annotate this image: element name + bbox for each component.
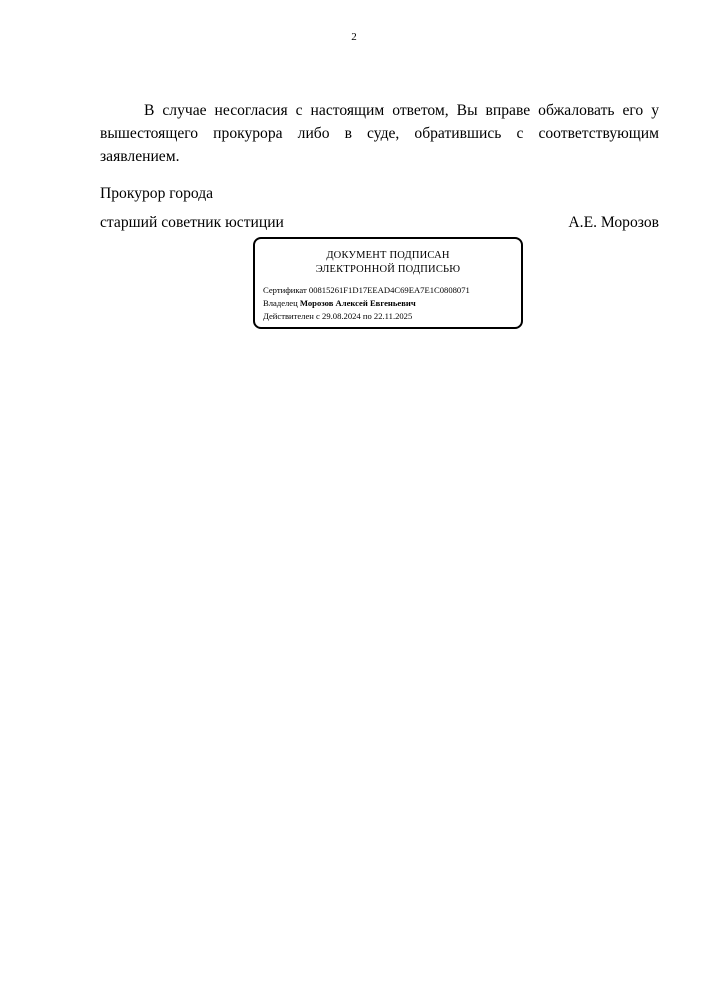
owner-label: Владелец [263,298,298,308]
body-paragraph: В случае несогласия с настоящим ответом, Вы вправе обжаловать его у вышестоящего прокурора либо в суде, обратившись с соответствующим заявлением. [100,102,659,165]
certificate-value: 00815261F1D17EEAD4C69EA7E1C0808071 [308,285,470,295]
valid-from-prefix: с [316,311,320,321]
valid-label: Действителен [263,311,314,321]
signer-position: Прокурор города [100,185,214,202]
page-number: 2 [351,31,357,43]
valid-from-date: 29.08.2024 [322,311,361,321]
stamp-owner-row [263,297,416,309]
signer-name: А.Е. Морозов [568,214,659,231]
stamp-certificate-row [263,284,470,296]
owner-value: Морозов Алексей Евгеньевич [299,298,416,308]
stamp-title-line2: ЭЛЕКТРОННОЙ ПОДПИСЬЮ [315,264,461,275]
valid-to-date: 22.11.2025 [373,311,413,321]
electronic-signature-stamp [253,237,523,329]
stamp-title-line1: ДОКУМЕНТ ПОДПИСАН [326,250,450,261]
valid-to-prefix: по [362,311,372,321]
signer-rank: старший советник юстиции [100,214,284,231]
stamp-validity-row [263,310,412,322]
certificate-label: Сертификат [263,285,307,295]
stamp-title [255,249,521,277]
